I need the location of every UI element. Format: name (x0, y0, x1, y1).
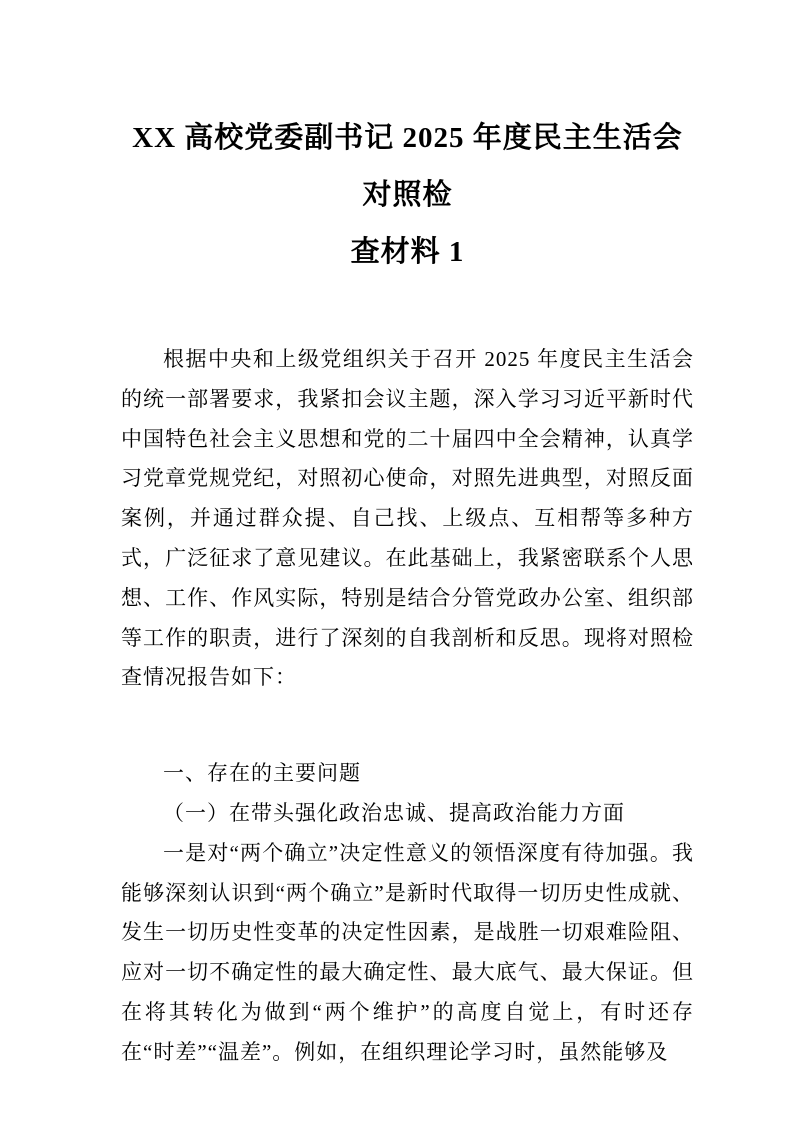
section-heading-main-problems: 一、存在的主要问题 (163, 761, 361, 786)
point1-paragraph: 一是对“两个确立”决定性意义的领悟深度有待加强。我能够深刻认识到“两个确立”是新时代取得一切历史性成就、发生一切历史性变革的决定性因素，是战胜一切艰难险阻、应对一切不确定性的最大确定性、最大底气、最大保证。但在将其转化为做到“两个维护”的高度自觉上，有时还存在“时差”“温差”。例如，在组织理论学习时，虽然能够及 (121, 840, 694, 1064)
subsection-heading-political-loyalty: （一）在带头强化政治忠诚、提高政治能力方面 (163, 800, 625, 825)
intro-paragraph: 根据中央和上级党组织关于召开 2025 年度民主生活会的统一部署要求，我紧扣会议主题，深入学习习近平新时代中国特色社会主义思想和党的二十届四中全会精神，认真学习党章党规党纪，对照初心使命，对照先进典型，对照反面案例，并通过群众提、自己找、上级点、互相帮等多种方式，广泛征求了意见建议。在此基础上，我紧密联系个人思想、工作、作风实际，特别是结合分管党政办公室、组织部等工作的职责，进行了深刻的自我剖析和反思。现将对照检查情况报告如下： (121, 347, 694, 690)
document-title (121, 110, 694, 281)
document-body (121, 340, 694, 1073)
document-title-line-2: 查材料 1 (350, 236, 465, 268)
document-title-line-1: XX 高校党委副书记 2025 年度民主生活会对照检 (132, 122, 683, 211)
